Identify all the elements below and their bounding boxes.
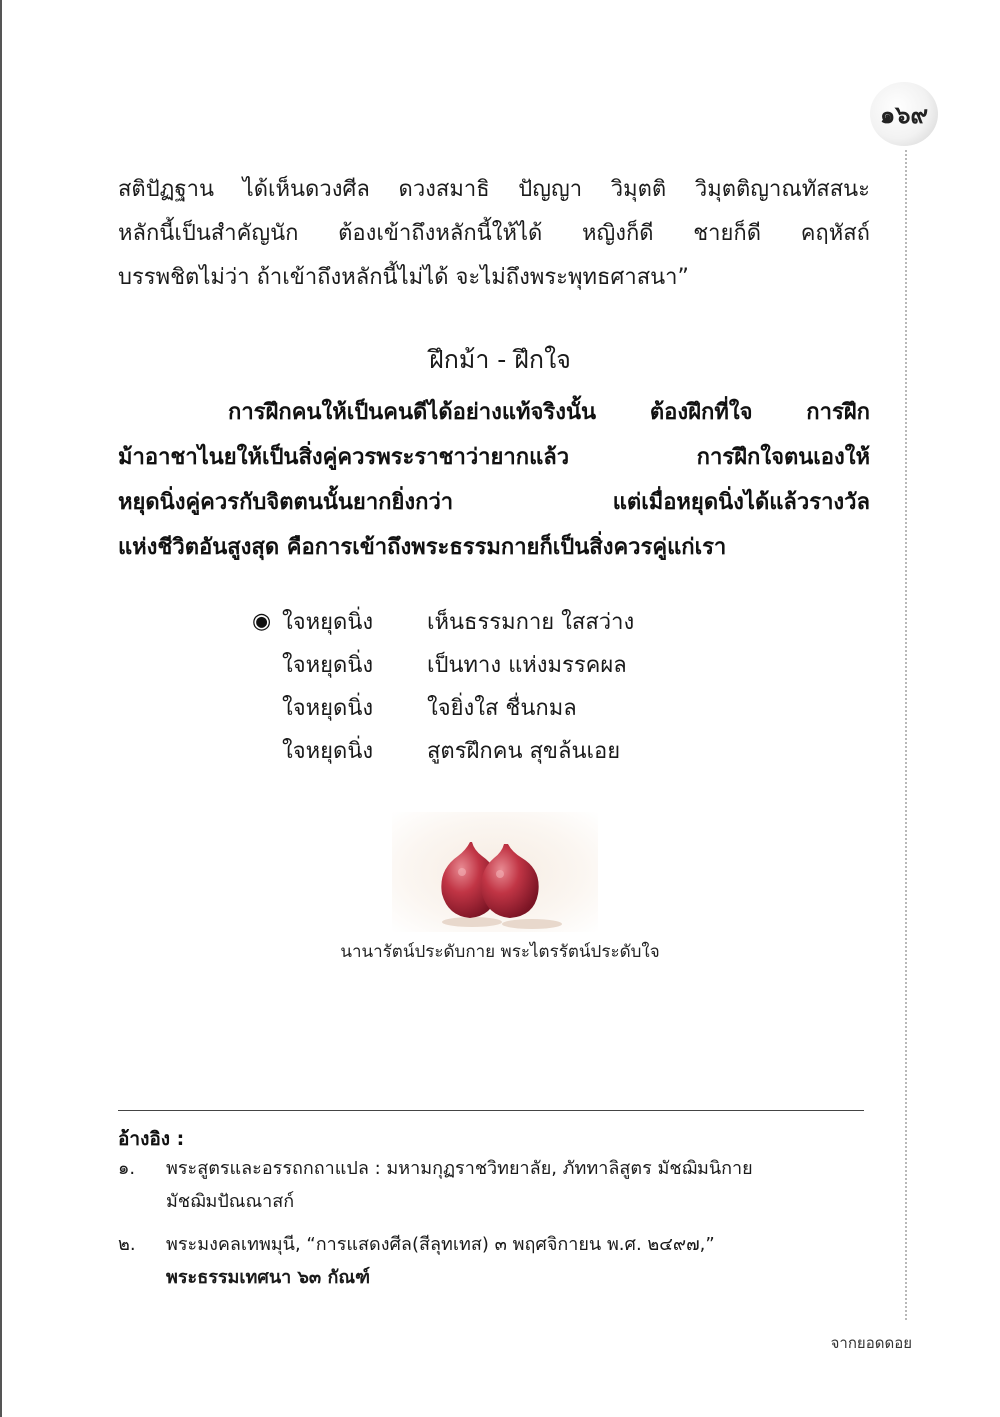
poem-left-verse: ใจหยุดนิ่ง bbox=[282, 739, 374, 764]
intro-line: สติปัฏฐาน ได้เห็นดวงศีล ดวงสมาธิ ปัญญา วิมุตติ วิมุตติญาณทัสสนะ bbox=[118, 177, 870, 202]
poem-right-verse: เป็นทาง แห่งมรรคผล bbox=[427, 653, 627, 678]
poem-row bbox=[252, 729, 634, 772]
poem-row bbox=[252, 643, 634, 686]
reference-text: มัชฌิมปัณณาสก์ bbox=[166, 1191, 295, 1212]
poem-left-verse: ใจหยุดนิ่ง bbox=[282, 610, 374, 635]
reference-number: ๑. bbox=[118, 1158, 136, 1179]
emphasis-line: ม้าอาชาไนยให้เป็นสิ่งคู่ควรพระราชาว่ายากแล้ว การฝึกใจตนเองให้ bbox=[118, 445, 870, 470]
poem-row bbox=[252, 600, 634, 643]
section-title: ฝึกม้า - ฝึกใจ bbox=[429, 345, 571, 374]
page-left-border bbox=[0, 0, 2, 1417]
dotted-margin-rule bbox=[905, 150, 907, 1320]
footer-label: จากยอดดอย bbox=[830, 1334, 912, 1352]
poem-left-verse: ใจหยุดนิ่ง bbox=[282, 696, 374, 721]
bullet-icon: ◉ bbox=[252, 609, 272, 634]
reference-item bbox=[118, 1228, 878, 1294]
emphasis-line: หยุดนิ่งคู่ควรกับจิตตนนั้นยากยิ่งกว่า แต่เมื่อหยุดนิ่งได้แล้วรางวัล bbox=[118, 490, 870, 515]
reference-text: พระสูตรและอรรถกถาแปล : มหามกุฏราชวิทยาลัย, ภัททาลิสูตร มัชฌิมนิกาย bbox=[166, 1158, 753, 1179]
reference-number: ๒. bbox=[118, 1234, 136, 1255]
emphasis-paragraph bbox=[118, 390, 870, 570]
poem-row bbox=[252, 686, 634, 729]
reference-heading: อ้างอิง : bbox=[118, 1128, 185, 1150]
emphasis-line: แห่งชีวิตอันสูงสุด คือการเข้าถึงพระธรรมกายก็เป็นสิ่งควรคู่แก่เรา bbox=[118, 535, 727, 560]
page-number: ๑๖๙ bbox=[879, 99, 929, 129]
fruit-photo bbox=[392, 812, 598, 932]
poem-right-verse: สูตรฝึกคน สุขล้นเอย bbox=[427, 739, 621, 764]
intro-paragraph bbox=[118, 168, 870, 300]
fruit-icon bbox=[392, 812, 598, 932]
reference-text: พระมงคลเทพมุนี, “การแสดงศีล(สีลุทเทส) ๓ พฤศจิกายน พ.ศ. ๒๔๙๗,” bbox=[166, 1234, 715, 1255]
intro-line: หลักนี้เป็นสำคัญนัก ต้องเข้าถึงหลักนี้ให้ได้ หญิงก็ดี ชายก็ดี คฤหัสถ์ bbox=[118, 221, 870, 246]
poem-right-verse: ใจยิ่งใส ชื่นกมล bbox=[427, 696, 577, 721]
poem-left-verse: ใจหยุดนิ่ง bbox=[282, 653, 374, 678]
poem-right-verse: เห็นธรรมกาย ใสสว่าง bbox=[427, 610, 635, 635]
reference-text-bold: พระธรรมเทศนา ๖๓ กัณฑ์ bbox=[166, 1267, 371, 1288]
poem bbox=[252, 600, 634, 772]
reference-divider bbox=[118, 1110, 864, 1111]
photo-caption: นานารัตน์ประดับกาย พระไตรรัตน์ประดับใจ bbox=[340, 942, 660, 962]
emphasis-line: การฝึกคนให้เป็นคนดีได้อย่างแท้จริงนั้น ต้องฝึกที่ใจ การฝึก bbox=[228, 400, 870, 425]
reference-item bbox=[118, 1152, 878, 1218]
page-number-badge bbox=[870, 82, 938, 146]
intro-line: บรรพชิตไม่ว่า ถ้าเข้าถึงหลักนี้ไม่ได้ จะไม่ถึงพระพุทธศาสนา” bbox=[118, 265, 689, 290]
